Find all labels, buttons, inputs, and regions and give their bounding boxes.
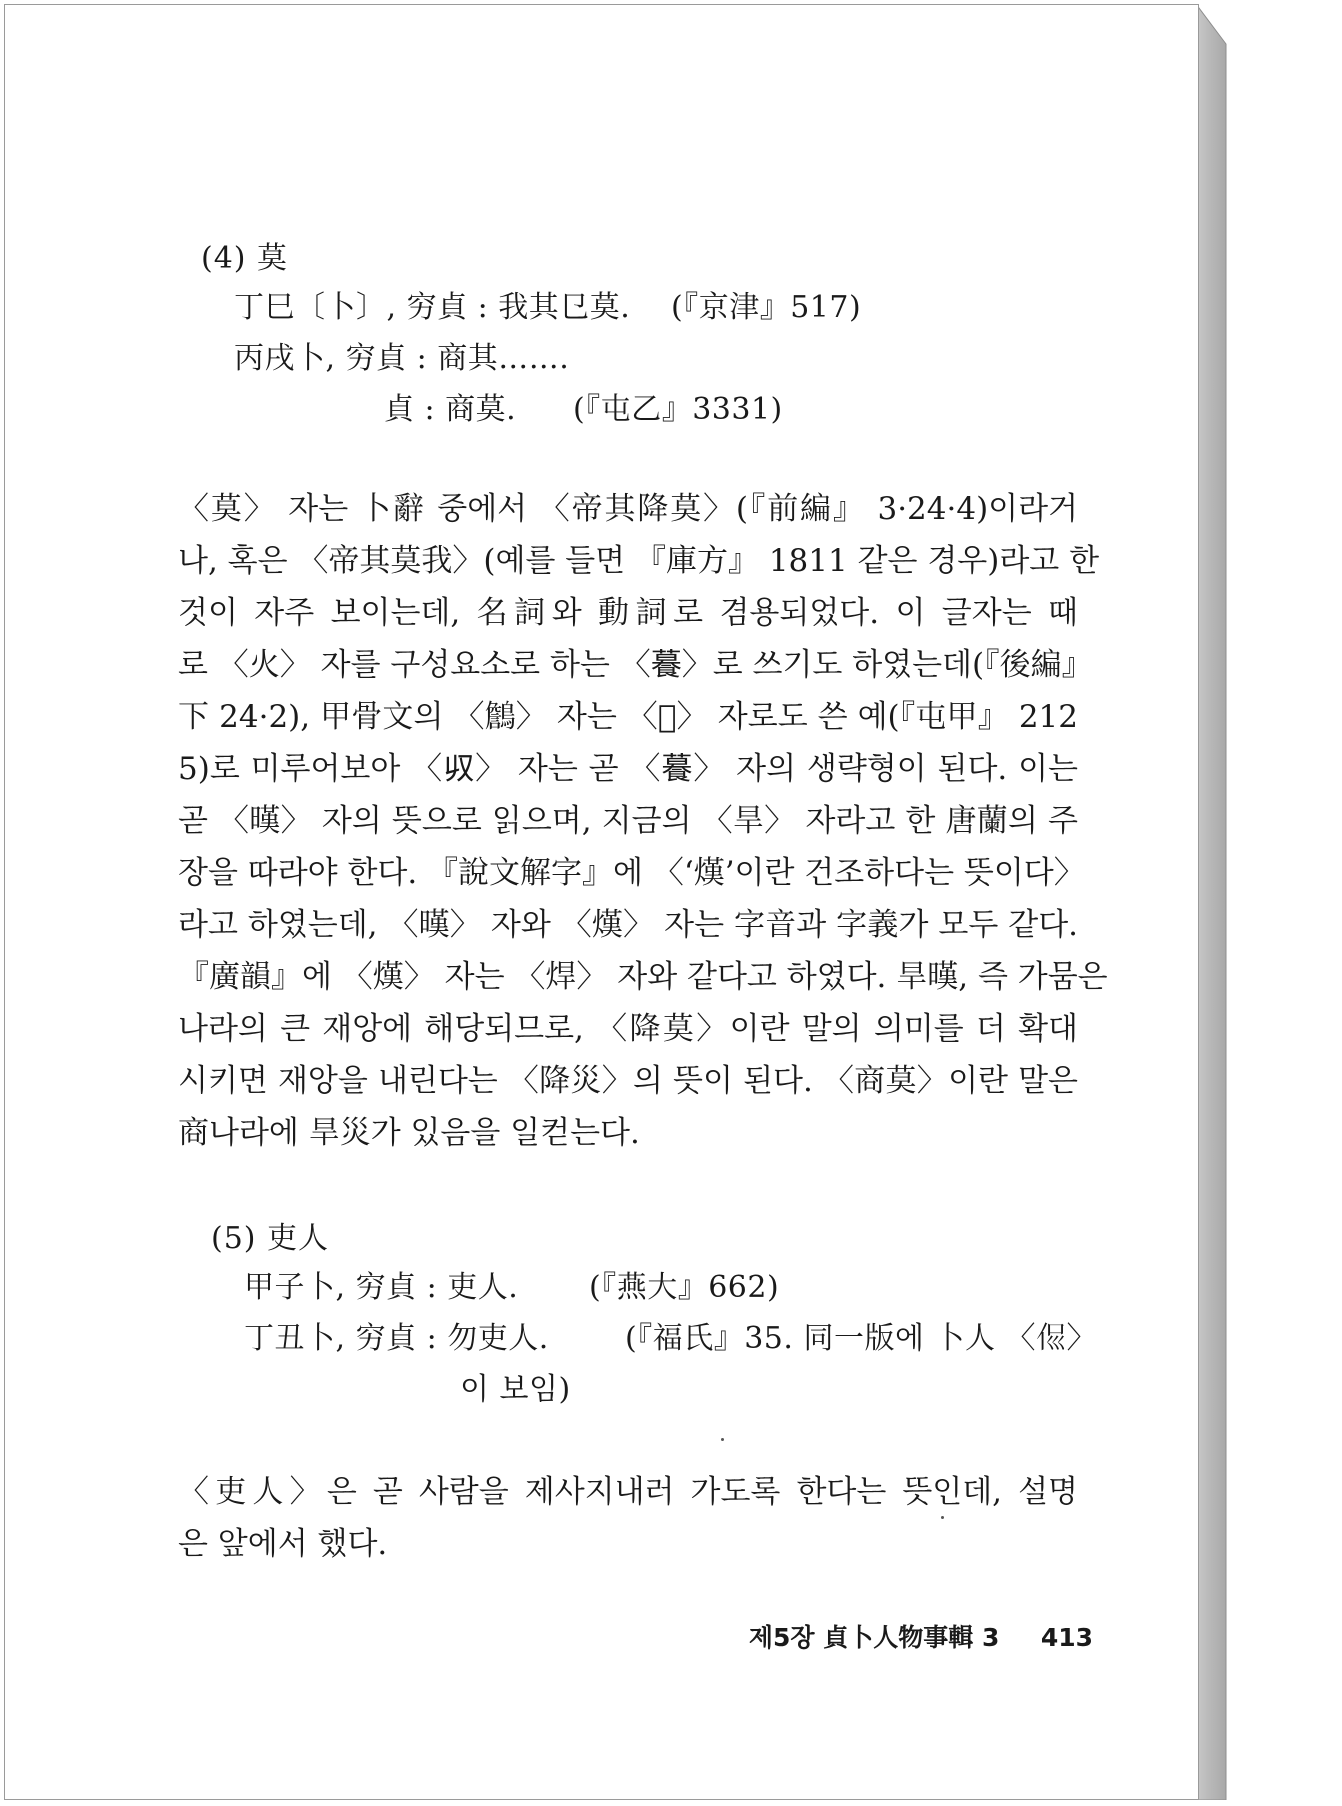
book-spine	[1196, 4, 1246, 1800]
book-page	[4, 4, 1199, 1800]
paragraph-line: 商나라에 旱災가 있음을 일컫는다.	[178, 1115, 640, 1151]
inscription-line: 丁丑卜, 穷貞 : 勿吏人.	[244, 1321, 549, 1356]
page-footer	[705, 1618, 1093, 1654]
scan-speck	[721, 1438, 724, 1441]
paragraph-line: 라고 하였는데, 〈暵〉 자와 〈熯〉 자는 字音과 字義가 모두 같다.	[178, 907, 1078, 943]
inscription-source: 이 보임)	[460, 1372, 571, 1407]
running-head: 제5장 貞卜人物事輯 3	[748, 1623, 1000, 1652]
inscription-line: 丁巳〔卜〕, 穷貞 : 我其㔾莫.	[234, 290, 631, 325]
inscription-line: 甲子卜, 穷貞 : 吏人.	[244, 1270, 519, 1305]
paragraph-line: 下 24·2), 甲骨文의 〈𪆻〉 자는 〈𦽣〉 자로도 쓴 예(『屯甲』 212	[178, 699, 1078, 735]
paragraph-line: 은 앞에서 했다.	[178, 1526, 388, 1562]
paragraph-line: 나라의 큰 재앙에 해당되므로, 〈降莫〉이란 말의 의미를 더 확대	[178, 1011, 1078, 1047]
paragraph-line: 나, 혹은 〈帝其莫我〉(예를 들면 『庫方』 1811 같은 경우)라고 한	[178, 543, 1100, 579]
paragraph-line: 『廣韻』에 〈熯〉 자는 〈焊〉 자와 같다고 하였다. 旱暵, 즉 가뭄은	[178, 959, 1108, 995]
inscription-source: (『京津』517)	[671, 290, 862, 325]
scan-speck	[941, 1516, 944, 1519]
inscription-source: (『屯乙』3331)	[573, 392, 783, 427]
paragraph-line: 5)로 미루어보아 〈𠬞〉 자는 곧 〈𦿉〉 자의 생략형이 된다. 이는	[178, 751, 1078, 787]
paragraph-line: 장을 따라야 한다. 『說文解字』에 〈‘熯’이란 건조하다는 뜻이다〉	[178, 855, 1085, 891]
section-4-heading: (4) 莫	[201, 241, 289, 276]
paragraph-line: 로 〈火〉 자를 구성요소로 하는 〈𦿉〉로 쓰기도 하였는데(『後編』	[178, 647, 1093, 683]
paragraph-line: 것이 자주 보이는데, 名詞와 動詞로 겸용되었다. 이 글자는 때	[178, 595, 1078, 631]
section-5-heading: (5) 吏人	[211, 1221, 330, 1256]
paragraph-line: 곧 〈暵〉 자의 뜻으로 읽으며, 지금의 〈旱〉 자라고 한 唐蘭의 주	[178, 803, 1078, 839]
inscription-source: (『福氏』35. 同一版에 卜人 〈𠈉〉	[625, 1321, 1098, 1356]
page-number: 413	[1040, 1623, 1093, 1652]
inscription-line: 貞 : 商莫.	[384, 392, 517, 427]
paragraph-line: 〈吏人〉은 곧 사람을 제사지내러 가도록 한다는 뜻인데, 설명	[178, 1474, 1078, 1510]
inscription-source: (『燕大』662)	[589, 1270, 780, 1305]
paragraph-line: 〈莫〉 자는 卜辭 중에서 〈帝其降莫〉(『前編』 3·24·4)이라거	[178, 491, 1078, 527]
paragraph-line: 시키면 재앙을 내린다는 〈降災〉의 뜻이 된다. 〈商莫〉이란 말은	[178, 1063, 1078, 1099]
inscription-line: 丙戌卜, 穷貞 : 商其…….	[234, 341, 570, 376]
